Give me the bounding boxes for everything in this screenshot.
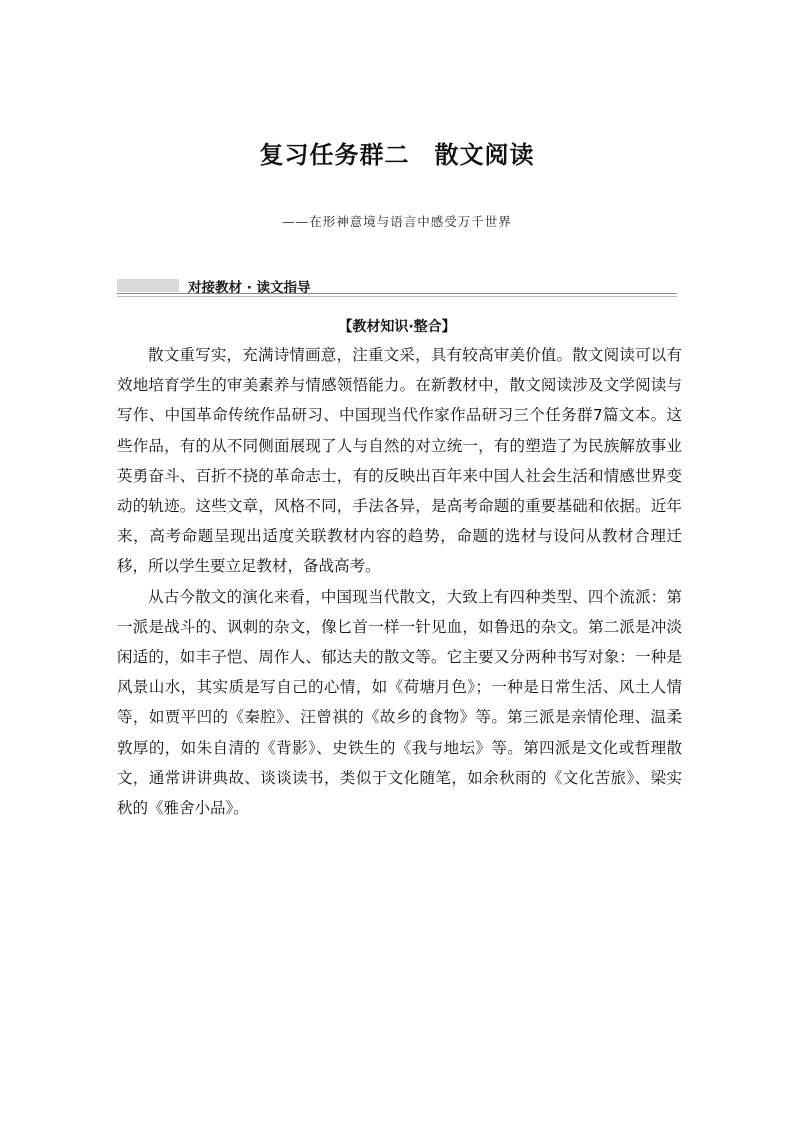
page-title: 复习任务群二 散文阅读: [259, 141, 535, 169]
page-subtitle: ——在形神意境与语言中感受万千世界: [282, 214, 512, 229]
section-header-label: 对接教材 · 读文指导: [188, 280, 311, 296]
subheading: 【教材知识·整合】: [338, 319, 456, 335]
section-header-bar: [117, 279, 179, 292]
section-header: [117, 276, 677, 294]
section-header-rule-secondary: [117, 296, 677, 297]
paragraph-2: 从古今散文的演化来看，中国现当代散文，大致上有四种类型、四个流派：第一派是战斗的、讽刺的杂文，像匕首一样一针见血，如鲁迅的杂文。第二派是冲淡闲适的，如丰子恺、周作人、郁达夫的散文等。它主要又分两种书写对象：一种是风景山水，其实质是写自己的心情，如《荷塘月色》；一种是日常生活、风土人情等，如贾平凹的《秦腔》、汪曾祺的《故乡的食物》等。第三派是亲情伦理、温柔敦厚的，如朱自清的《背影》、史铁生的《我与地坛》等。第四派是文化或哲理散文，通常讲讲典故、谈谈读书，类似于文化随笔，如余秋雨的《文化苦旅》、梁实秋的《雅舍小品》。: [117, 587, 682, 818]
paragraph-1: 散文重写实，充满诗情画意，注重文采，具有较高审美价值。散文阅读可以有效地培育学生的审美素养与情感领悟能力。在新教材中，散文阅读涉及文学阅读与写作、中国革命传统作品研习、中国现当代作家作品研习三个任务群7篇文本。这些作品，有的从不同侧面展现了人与自然的对立统一，有的塑造了为民族解放事业英勇奋斗、百折不挠的革命志士，有的反映出百年来中国人社会生活和情感世界变动的轨迹。这些文章，风格不同，手法各异，是高考命题的重要基础和依据。近年来，高考命题呈现出适度关联教材内容的趋势，命题的选材与设问从教材合理迁移，所以学生要立足教材，备战高考。: [117, 346, 682, 576]
body-text: [117, 340, 682, 823]
section-header-rule: [117, 293, 677, 294]
